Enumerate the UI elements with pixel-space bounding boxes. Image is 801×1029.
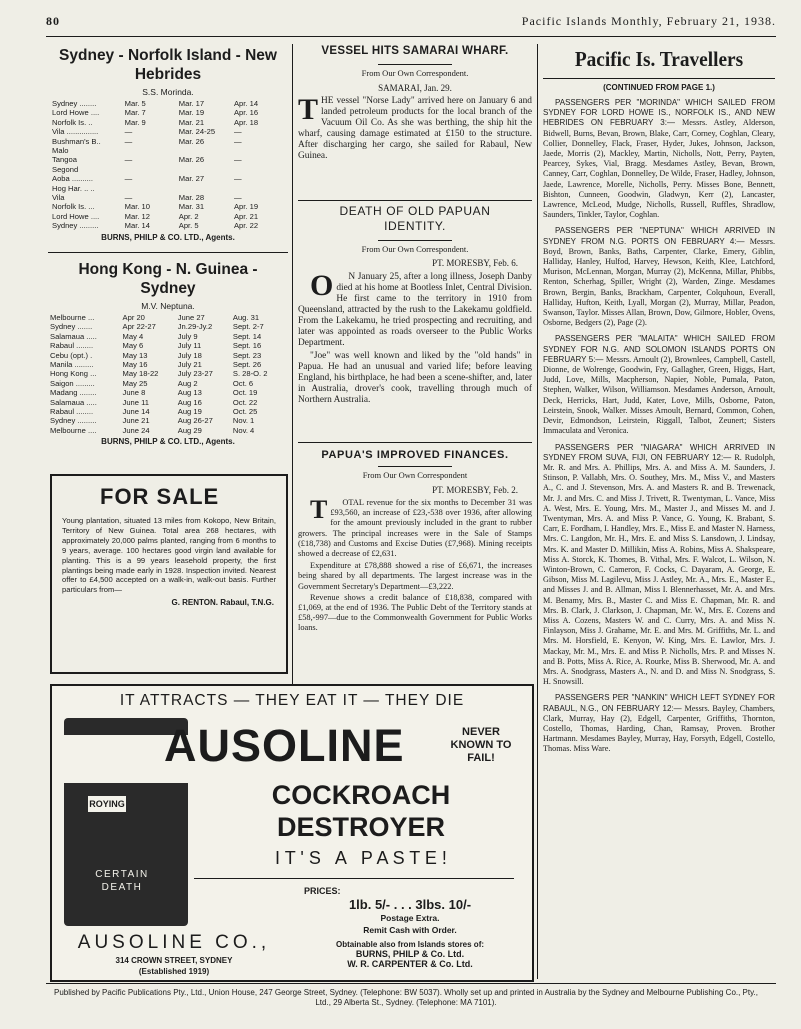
schedule-date: — — [124, 127, 133, 137]
schedule-port: Norfolk Is. ... — [52, 202, 95, 212]
schedule-row — [52, 99, 288, 108]
schedule-port: Rabaul ........ — [50, 407, 94, 417]
schedule-date — [234, 184, 288, 193]
schedule-row — [50, 341, 288, 350]
ausoline-obtainable: Obtainable also from Islands stores of: — [335, 940, 485, 949]
schedule-port: Vila — [52, 193, 65, 203]
passenger-list-names: Messrs. Bayley, Chambers, Clark, Murray, Hay (2), Edgell, Carpenter, Griffiths, Thornton, Costello, Thomas, Harding, Chan, Ramsay, Proven. Brother Hartmann. Mesdames Bayley, Murray, Hay, Forsyth, Edgell, Costello, Thomas. Miss Ware. — [543, 703, 775, 754]
schedule-date: Apr. 22 — [233, 221, 259, 231]
schedule-date: June 11 — [122, 397, 149, 407]
schedule-date: May 16 — [122, 360, 148, 370]
schedule-date: Mar. 12 — [124, 211, 150, 221]
schedule-port: Salamaua ..... — [50, 331, 97, 341]
schedule-date: Sept. 14 — [232, 331, 262, 341]
ausoline-slogan: IT ATTRACTS — THEY EAT IT — THEY DIE — [119, 692, 465, 709]
article-finances-p3: Revenue shows a credit balance of £18,838, compared with £1,069, at the end of 1936. The Public Debt of the Territory stands at £58,-997—due to the Commonwealth Government for Public Works loans. — [298, 592, 532, 633]
ausoline-store-1: BURNS, PHILP & Co. Ltd. — [355, 949, 465, 959]
for-sale-title: FOR SALE — [100, 484, 220, 509]
passenger-list-heading: PASSENGERS PER "NIAGARA" WHICH ARRIVED IN SYDNEY FROM SUVA, FIJI, ON FEBRUARY 12:— — [543, 442, 775, 462]
schedule-row — [52, 202, 288, 211]
ausoline-never-fail: NEVER KNOWN TO FAIL! — [450, 726, 512, 764]
schedule-date: May 18-22 — [122, 369, 159, 379]
column-rule-1 — [292, 44, 293, 684]
schedule-date: Sept. 2-7 — [232, 322, 264, 332]
schedule-port: Saigon ......... — [50, 378, 95, 388]
schedule-date: Mar. 26 — [178, 155, 205, 165]
ausoline-tin-certain-death: CERTAIN DEATH — [95, 869, 149, 893]
schedule-row — [50, 426, 288, 435]
schedule-port: Madang ........ — [50, 388, 97, 398]
schedule-date: — — [124, 136, 133, 146]
article-samarai — [298, 46, 532, 162]
schedule-port: Tangoa — [52, 155, 77, 165]
passenger-list — [543, 334, 775, 436]
ausoline-store-2: W. R. CARPENTER & Co. Ltd. — [347, 959, 473, 969]
ausoline-destroyer: DESTROYER — [276, 812, 446, 842]
article-divider-1 — [298, 200, 532, 201]
schedule-port: Lord Howe .... — [52, 211, 100, 221]
schedule-date: Oct. 19 — [232, 388, 258, 398]
schedule-row — [50, 313, 288, 322]
ausoline-address: 314 CROWN STREET, SYDNEY — [115, 956, 233, 965]
article-samarai-byline: From Our Own Correspondent. — [361, 68, 469, 79]
schedule-date: Oct. 25 — [232, 407, 258, 417]
ausoline-established: (Established 1919) — [138, 967, 210, 976]
article-samarai-body: HE vessel "Norse Lady" arrived here on January 6 and landed petroleum products for the local branch of the Vacuum Oil Co. As she was berthing, the ship hit the wharf, causing damage estimated at £150 to the structure. After discharging her cargo, she sailed for Rabaul, New Guinea. — [298, 95, 532, 161]
schedule-date: Apr 22-27 — [122, 322, 156, 332]
schedule-row — [50, 407, 288, 416]
schedule-date: Aug 16 — [177, 397, 202, 407]
schedule-date: June 14 — [122, 407, 150, 417]
passenger-list-names: Messrs. Astley, Alderson, Bidwell, Burns, Bevan, Brown, Blake, Carr, Corney, Coghlan, Cleary, Collier, Donnelley, Flack, Fraser, Hyder, Jukes, Johnson, Jackson, Jaede, Morris (2), Mackley, Martin, Nicholls, Nott, Perry, Payten, Pearcey, Sykes, Vial, Bragg. Mesdames Astley, Bevan, Brown, Canney, Carr, Coghlan, Donnelley, De Wilde, Fraser, Hadley, Johnson, Jaede, Lawrence, Morelle, Nicholls, Perry. Misses Bone, Bennett, Bishton, Cunneen, Goodwin, Gladwyn, Kerr (2), Lancaster, Lawrence, McLeod, Mudge, Nicholls, Russell, Ruffles, Shradlow, Saunders, Tinkler, Taylor, Coghlan. — [543, 118, 775, 220]
schedule-row — [50, 398, 288, 407]
pacific-travellers — [543, 46, 775, 761]
schedule-port: Lord Howe .... — [52, 108, 100, 118]
passenger-list — [543, 443, 775, 688]
passenger-list-names: Messrs. Boyd, Brown, Banks, Baths, Carpenter, Clarke, Emery, Giblin, Halliday, Hanley, Hulfod, Harvey, Hewson, Keith, Klee, Latchford, Murison, McLennan, Morgan, Murray (2), McKenna, Millar, Phibbs, Renton, Scherhag, Spiller, Wright (2), Warden, Zinge. Mesdames Brown, Bergin, Banks, Brackham, Carpenter, Colquhoun, Everall, Halliday, Hufton, Keith, Lyall, Morgan (2), Murray, Millar, Peadon, Swanson, Taylor. Misses Allan, Brown, Dow, Gilmore, Hobler, Ovens, Osborne, Bedgers (2), Page (2). — [543, 236, 775, 328]
schedule-port: Vila ............... — [52, 127, 99, 137]
article-samarai-dropcap: T — [298, 92, 319, 126]
schedule-date: Oct. 6 — [232, 378, 254, 388]
schedule-norfolk-ship: S.S. Morinda. — [142, 87, 194, 97]
schedule-date: Aug 13 — [177, 388, 202, 398]
article-finances-title: PAPUA'S IMPROVED FINANCES. — [321, 449, 509, 461]
schedule-date: Sept. 23 — [232, 350, 262, 360]
ausoline-remit: Remit Cash with Order. — [363, 925, 457, 935]
schedule-port: Segond — [52, 164, 79, 174]
article-finances-p1: OTAL revenue for the six months to December 31 was £93,560, an increase of £23,-538 over 1936, after allowing for the amount previously included in the grant to rubber growers. The principal increases were in the Sale of Stamps (£18,738) and Customs and Excise Duties (£7,968). Mining receipts showed a decrease of £2,631. — [298, 497, 532, 558]
article-samarai-dateline: SAMARAI, Jan. 29. — [378, 82, 452, 93]
ausoline-brand: AUSOLINE — [164, 720, 405, 771]
ausoline-postage: Postage Extra. — [380, 913, 440, 923]
article-papuan-p1: N January 25, after a long illness, Joseph Danby died at his home at Bootless Inlet, Central Division. He first came to the territory in 1910 from Queensland, attracted by the rush to the Lakekamu goldfield. From the Lakekamu, he tried prospecting and recruiting, and later was appointed as roads overseer to the Public Works Department. — [298, 271, 532, 348]
schedule-date: Mar. 24-25 — [178, 127, 216, 137]
schedule-date: June 21 — [122, 416, 150, 426]
schedule-port: Rabaul ........ — [50, 341, 94, 351]
schedule-date: — — [233, 127, 242, 137]
schedule-norfolk — [48, 46, 288, 242]
schedule-date — [179, 165, 234, 174]
travellers-title: Pacific Is. Travellers — [574, 47, 744, 71]
schedule-date: Aug. 31 — [232, 313, 260, 322]
article-finances-dateline: PT. MORESBY, Feb. 2. — [432, 484, 518, 495]
schedule-date: Apr 20 — [122, 313, 145, 322]
schedule-date: Sept. 16 — [232, 341, 262, 351]
schedule-port: Hog Har. .. .. — [52, 183, 95, 193]
schedule-date: Apr. 16 — [233, 108, 259, 118]
article-papuan-rule — [378, 240, 452, 241]
schedule-divider — [48, 252, 288, 253]
schedule-row — [52, 221, 288, 230]
schedule-date: — — [233, 193, 242, 203]
article-papuan-identity — [298, 204, 532, 406]
schedule-date: Apr. 5 — [178, 221, 199, 231]
schedule-date: Aug 19 — [177, 407, 202, 417]
footer-rule — [46, 983, 776, 984]
schedule-date: Mar. 27 — [178, 174, 205, 184]
schedule-port: Salamaua ..... — [50, 397, 97, 407]
schedule-row — [52, 212, 288, 221]
travellers-sections — [543, 98, 775, 755]
schedule-row — [52, 184, 288, 193]
schedule-date: Aug 26-27 — [177, 416, 213, 426]
schedule-port: Manila ......... — [50, 360, 94, 370]
schedule-date: S. 28-O. 2 — [232, 369, 268, 379]
schedule-date: Apr. 19 — [233, 202, 259, 212]
schedule-date: Mar. 26 — [178, 136, 205, 146]
schedule-date: Mar. 19 — [178, 108, 205, 118]
schedule-port: Norfolk Is. .. — [52, 117, 93, 127]
schedule-row — [50, 416, 288, 425]
article-divider-2 — [298, 442, 532, 443]
schedule-date: Aug 2 — [177, 378, 198, 388]
schedule-date: June 27 — [177, 313, 205, 322]
schedule-row — [50, 369, 288, 378]
schedule-hongkong-table — [50, 313, 288, 435]
schedule-date: Mar. 7 — [124, 108, 146, 118]
schedule-date: Jn.29-Jy.2 — [177, 322, 213, 332]
schedule-port: Malo — [52, 146, 69, 156]
schedule-date: — — [124, 155, 133, 165]
schedule-date: May 6 — [122, 341, 144, 351]
schedule-date: Sept. 26 — [232, 360, 262, 370]
passenger-list-heading: PASSENGERS PER "MORINDA" WHICH SAILED FROM SYDNEY FOR LORD HOWE IS., NORFOLK IS., AND NEW HEBRIDES ON FEBRUARY 3:— — [543, 98, 775, 128]
ausoline-prices — [300, 886, 520, 969]
schedule-row — [52, 118, 288, 127]
article-papuan-p2: "Joe" was well known and liked by the "old hands" in Papua. He had an unusual and varied life; before leaving England, his birthplace, he had been a scene-shifter, and, later in Australia, drover's cook, travelling through much of Northern Australia. — [298, 350, 532, 405]
article-finances-dropcap: T — [310, 494, 328, 524]
schedule-date: Apr. 18 — [233, 117, 259, 127]
schedule-row — [52, 155, 288, 164]
schedule-date: Aug 29 — [177, 425, 202, 435]
article-papua-finances — [298, 450, 532, 634]
schedule-hongkong-agents: BURNS, PHILP & CO. LTD., Agents. — [101, 437, 235, 447]
schedule-date: July 11 — [177, 341, 202, 351]
travellers-continued: (CONTINUED FROM PAGE 1.) — [603, 83, 715, 92]
schedule-date: Apr. 2 — [178, 211, 199, 221]
schedule-date: Mar. 9 — [124, 117, 146, 127]
schedule-row — [52, 165, 288, 174]
passenger-list-names: R. Rudolph, Mr. R. and Mrs. A. Phillips, Mrs. A. and Miss A. M. Saunders, J. Stinson, P. Vallabh, Mrs. O. Southey, Mrs. M., Miss V., and Masters A., C. and J. Stevenson, Mrs. A. and Masters R. and B. Trewenack, Mr. J. and Mrs. C. and Miss J. Trivett, R. Twentyman, L. Vance, Miss A. West, Mrs. E. Young, Mrs. M., Master J., and Misses M. and J. Twentyman, Mrs. A. and Miss P. Vance, G. Young, K. Brabant, S. Carr, E. Fordham, I. Handley, Mrs. E., Miss E. and Master N. Harness, Mrs. C. Langdon, Mr. H., Mrs. E. and Miss S. Lansdown, J. Lindsay, Mrs. K. and Master D. Millikin, Miss A. Robins, Miss A. Shakspeare, Miss A. Storck, K. Thomes, B. Vithal, Mrs. F. Walcot, L. Wilson, N. Winton-Brown, C. Cameron, F. Cocks, C. Dayaram, A. George, E. Gibson, Miss M. Lagilevu, Miss J. Astley, Mr. A., Mrs. E., Master E., and Misses J. and B. Allman, Miss I. Blennerhasset, Mr. A. and Mrs. M. Benamy, Mrs. B., Master C. and Miss E. Chapman, Mr. R. and Mrs. B. Clark, J. Clarkson, J. Chapman, Mr. W., Mrs. E. Cozens and Miss A. Cozens, Masters W. and C. Curry, Mrs. A. and Miss N. Finlayson, Miss J. Grahame, Mr. E. and Mrs. M. Griffiths, Mr. L. and Mrs. M. Horsfield, E. Kenyon, W. King, Mrs. E. Lawlor, Mrs. J. Mackay, Mr. M., Mrs. E. and Miss P. Nicholls, Mrs. P. and Misses N. and B. Potts, Miss A. Rice, A. Rourke, Miss B. Sherwood, Mr. A. and Mrs. A. Snodgrass, Masters A., N. and D. and Miss N. Snodgrass, S. H. Snowsill. — [543, 452, 775, 687]
page-header — [46, 14, 776, 38]
schedule-row — [50, 379, 288, 388]
schedule-date — [179, 184, 234, 193]
publisher-footer: Published by Pacific Publications Pty., Ltd., Union House, 247 George Street, Sydney. (Telephone: BW 5037). Wholly set up and printed in Australia by the Sydney and Melbourne Publishing Co., Pty., Ltd., 29 Alberta St., Sydney. (Telephone: MA 7101). — [54, 988, 758, 1007]
ausoline-cockroach: COCKROACH — [271, 780, 451, 810]
schedule-date: — — [233, 174, 242, 184]
schedule-date: July 9 — [177, 331, 198, 341]
schedule-row — [52, 137, 288, 146]
schedule-date: May 4 — [122, 331, 144, 341]
schedule-date: June 24 — [122, 425, 150, 435]
ausoline-prices-label: PRICES: — [304, 886, 341, 896]
article-finances-p2: Expenditure at £78,888 showed a rise of £6,671, the increases being shared by all departments. The largest increase was in the Government Secretary's Department—£3,222. — [298, 561, 532, 591]
ausoline-price-line: 1lb. 5/- . . . 3lbs. 10/- — [348, 897, 472, 912]
schedule-port: Sydney ......... — [52, 221, 99, 231]
article-papuan-byline: From Our Own Correspondent. — [361, 244, 469, 254]
schedule-port: Melbourne ... — [50, 313, 95, 322]
for-sale-body: Young plantation, situated 13 miles from Kokopo, New Britain, Territory of New Guinea. Total area 268 hectares, with approximately 20,000 palms planted, ranging from 6 months to 9 years, average. 100 hectares good virgin land available for planting. This is a 99 years leasehold property, the first plantings being made early in 1928. Inspection invited. Nearest offer to £4,500 accepted on a walk-in, walk-out basis. Further particulars from— — [62, 516, 276, 595]
schedule-date: July 18 — [177, 350, 202, 360]
schedule-port: Sydney ....... — [50, 322, 93, 332]
schedule-port: Melbourne .... — [50, 425, 97, 435]
schedule-hongkong — [48, 260, 288, 446]
schedule-date — [125, 184, 179, 193]
schedule-norfolk-title: Sydney - Norfolk Island - New Hebrides — [59, 47, 277, 83]
schedule-date: July 23-27 — [177, 369, 213, 379]
schedule-row — [52, 174, 288, 183]
schedule-date: Nov. 4 — [232, 425, 255, 435]
schedule-port: Aoba .......... — [52, 174, 93, 184]
schedule-date: June 8 — [122, 388, 146, 398]
passenger-list — [543, 226, 775, 328]
schedule-date: Nov. 1 — [232, 416, 255, 426]
schedule-date: — — [124, 174, 133, 184]
page-number: 80 — [46, 14, 60, 28]
passenger-list — [543, 98, 775, 220]
schedule-date: Oct. 22 — [232, 397, 258, 407]
article-papuan-title: DEATH OF OLD PAPUAN IDENTITY. — [339, 204, 491, 233]
schedule-date — [179, 146, 234, 155]
schedule-row — [52, 193, 288, 202]
schedule-date — [234, 146, 288, 155]
article-papuan-dateline: PT. MORESBY, Feb. 6. — [432, 258, 518, 269]
schedule-date: July 21 — [177, 360, 202, 370]
schedule-date: — — [233, 136, 242, 146]
schedule-date — [234, 165, 288, 174]
schedule-date: — — [233, 155, 242, 165]
article-finances-rule — [378, 466, 452, 467]
publication-title: Pacific Islands Monthly, February 21, 1938. — [521, 14, 776, 28]
schedule-date: Mar. 28 — [178, 193, 205, 203]
schedule-port: Sydney ........ — [52, 99, 97, 108]
schedule-date: Apr. 21 — [233, 211, 259, 221]
passenger-list-heading: PASSENGERS PER "NANKIN" WHICH LEFT SYDNEY FOR RABAUL, N.G., ON FEBRUARY 12:— — [543, 693, 775, 713]
for-sale-ad — [50, 474, 288, 674]
schedule-date: Mar. 21 — [178, 117, 205, 127]
schedule-row — [52, 127, 288, 136]
schedule-hongkong-title: Hong Kong - N. Guinea - Sydney — [78, 261, 258, 297]
schedule-date — [125, 165, 179, 174]
schedule-date: — — [124, 193, 133, 203]
passenger-list-names: Messrs. Arnoult (2), Brownlees, Campbell, Castell, Dionne, de Wolrenge, Goodwin, Fry, Gallagher, Green, Higgs, Hart, Judd, Love, Mills, Macpherson, Napier, Noble, Pumala, Paton, Stephen, Walker, Wilson, Williamson. Mesdames Anderson, Arnoult, Deck, Herricks, Hart, Judd, Kater, Love, Mills, Osborne, Paton, Leirstein, Snook, Walker. Misses Arnoult, Bernard, Common, Cohen, Devir, Edmondson, Leirstein, Riggall, Talbot, Zeunert; Sisters Immaculata and Veronica. — [543, 354, 776, 436]
schedule-norfolk-table — [52, 99, 288, 231]
schedule-date: May 13 — [122, 350, 148, 360]
passenger-list-heading: PASSENGERS PER "NEPTUNA" WHICH ARRIVED IN SYDNEY FROM N.G. PORTS ON FEBRUARY 4:— — [543, 226, 775, 246]
schedule-port: Cebu (opt.) . — [50, 350, 93, 360]
schedule-date: Mar. 10 — [124, 202, 150, 212]
article-samarai-rule — [378, 64, 452, 65]
schedule-hongkong-ship: M.V. Neptuna. — [141, 301, 195, 311]
article-finances-byline: From Our Own Correspondent — [362, 470, 468, 481]
header-rule — [46, 36, 776, 37]
schedule-norfolk-agents: BURNS, PHILP & CO. LTD., Agents. — [101, 232, 235, 242]
schedule-date — [125, 146, 179, 155]
schedule-row — [52, 146, 288, 155]
schedule-date: Mar. 5 — [124, 99, 146, 108]
article-papuan-dropcap: O — [310, 268, 334, 302]
schedule-port: Bushman's B.. — [52, 136, 101, 146]
passenger-list — [543, 693, 775, 754]
schedule-date: Mar. 14 — [124, 221, 150, 231]
column-rule-2 — [537, 44, 538, 979]
ausoline-tin-label: ROYING — [88, 796, 126, 812]
schedule-date: Mar. 31 — [178, 202, 205, 212]
schedule-port: Sydney ......... — [50, 416, 97, 426]
schedule-date: Apr. 14 — [233, 99, 259, 108]
ausoline-ad — [50, 684, 534, 982]
schedule-row — [50, 360, 288, 369]
for-sale-signature: G. RENTON. Rabaul, T.N.G. — [171, 598, 274, 608]
ausoline-company: AUSOLINE CO., — [77, 932, 271, 953]
ausoline-its-a-paste: I T ' S A P A S T E ! — [275, 848, 447, 868]
schedule-row — [50, 388, 288, 397]
schedule-port: Hong Kong ... — [50, 369, 97, 379]
schedule-row — [50, 322, 288, 331]
schedule-date: May 25 — [122, 378, 148, 388]
schedule-row — [50, 332, 288, 341]
schedule-date: Mar. 17 — [178, 99, 205, 108]
schedule-row — [52, 108, 288, 117]
passenger-list-heading: PASSENGERS PER "MALAITA" WHICH SAILED FROM SYDNEY FOR N.G. AND SOLOMON ISLANDS PORTS ON FEBRUARY 5:— — [543, 334, 775, 364]
article-samarai-title: VESSEL HITS SAMARAI WHARF. — [321, 45, 509, 57]
schedule-row — [50, 351, 288, 360]
